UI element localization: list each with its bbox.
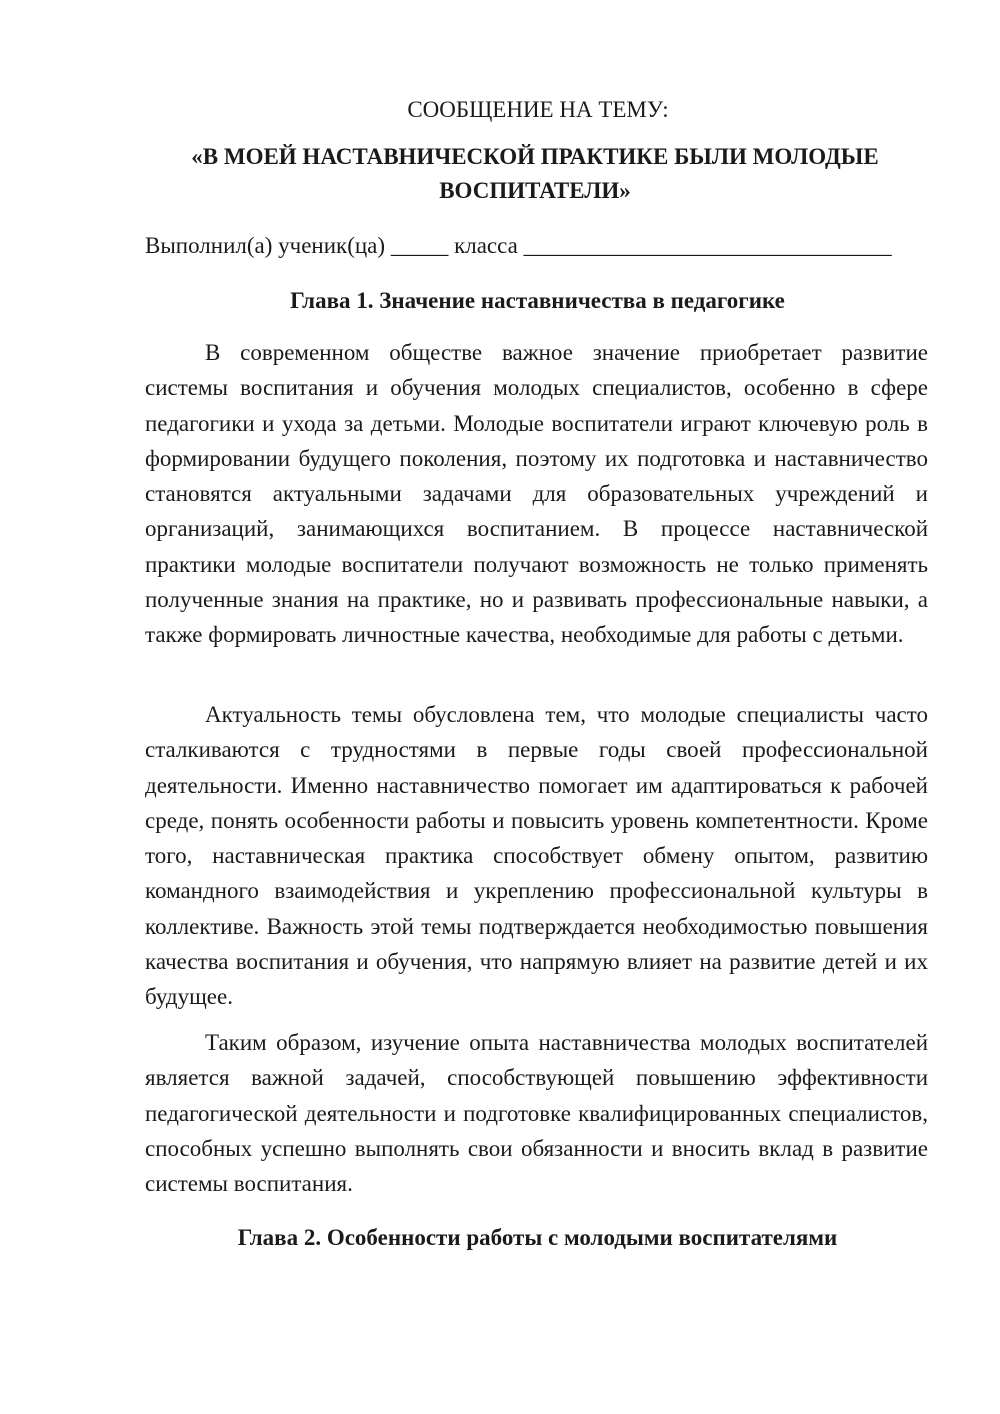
paragraph-3: Таким образом, изучение опыта наставничества молодых воспитателей является важной задачей, способствующей повышению эффективности педагогической деятельности и подготовке квалифицированных специалистов, способных успешно выполнять свои обязанности и вносить вклад в развитие системы воспитания. (145, 1030, 928, 1197)
chapter-1-heading: Глава 1. Значение наставничества в педагогике (290, 288, 785, 313)
author-line (145, 230, 935, 262)
paragraph-2: Актуальность темы обусловлена тем, что молодые специалисты часто сталкиваются с трудностями в первые годы своей профессиональной деятельности. Именно наставничество помогает им адаптироваться к рабочей среде, понять особенности работы и повысить уровень компетентности. Кроме того, наставническая практика способствует обмену опытом, развитию командного взаимодействия и укреплению профессиональной культуры в коллективе. Важность этой темы подтверждается необходимостью повышения качества воспитания и обучения, что напрямую влияет на развитие детей и их будущее. (145, 702, 928, 1010)
grade-label: класса (454, 233, 518, 258)
author-prefix: Выполнил(а) ученик(ца) (145, 233, 386, 258)
document-title: «В МОЕЙ НАСТАВНИЧЕСКОЙ ПРАКТИКЕ БЫЛИ МОЛОДЫЕ ВОСПИТАТЕЛИ» (191, 144, 879, 203)
paragraph-1: В современном обществе важное значение приобретает развитие системы воспитания и обучения молодых специалистов, особенно в сфере педагогики и ухода за детьми. Молодые воспитатели играют ключевую роль в формировании будущего поколения, поэтому их подготовка и наставничество становятся актуальными задачами для образовательных учреждений и организаций, занимающихся воспитанием. В процессе наставнической практики молодые воспитатели получают возможность не только применять полученные знания на практике, но и развивать профессиональные навыки, а также формировать личностные качества, необходимые для работы с детьми. (145, 340, 928, 648)
grade-blank: _____ (390, 233, 449, 258)
name-blank: ________________________________ (523, 233, 892, 258)
document-kicker: СООБЩЕНИЕ НА ТЕМУ: (407, 97, 669, 122)
chapter-2-heading: Глава 2. Особенности работы с молодыми воспитателями (237, 1225, 838, 1250)
